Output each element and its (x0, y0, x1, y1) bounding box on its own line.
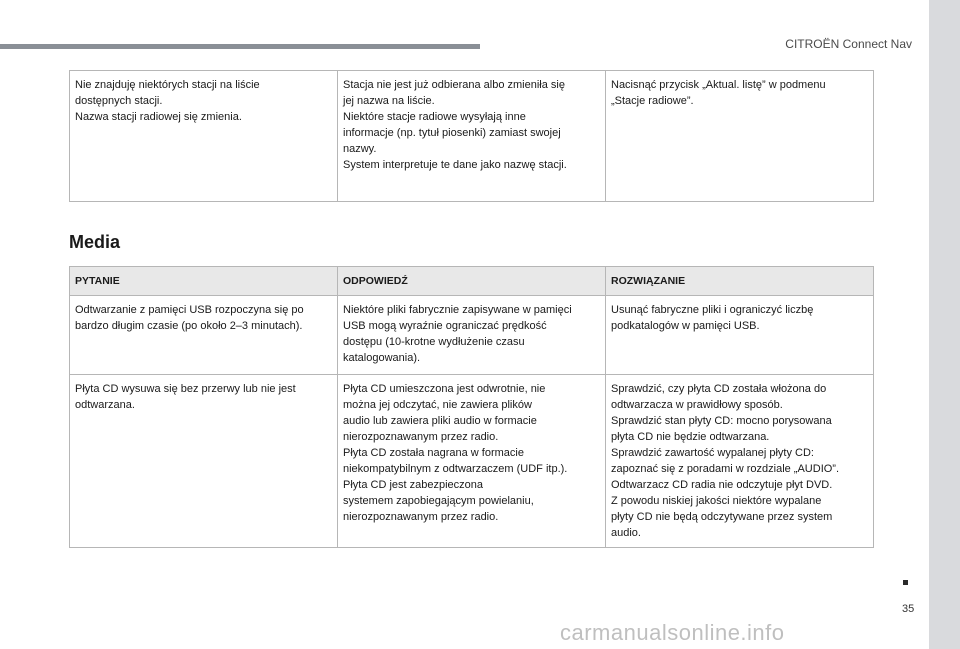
column-header-answer: ODPOWIEDŹ (338, 267, 606, 296)
watermark: carmanualsonline.info (560, 620, 785, 645)
header-rule (0, 44, 480, 49)
solution-cell: Usunąć fabryczne pliki i ograniczyć liczbę podkatalogów w pamięci USB. (606, 296, 874, 375)
table-row (70, 375, 874, 548)
table-row (70, 71, 874, 202)
question-cell: Nie znajduję niektórych stacji na liście dostępnych stacji. Nazwa stacji radiowej się zmienia. (70, 71, 338, 202)
answer-cell: Płyta CD umieszczona jest odwrotnie, nie można jej odczytać, nie zawiera plików audio lub zawiera pliki audio w formacie nierozpoznawanym przez radio. Płyta CD została nagrana w formacie niekompatybilnym z odtwarzaczem (UDF itp.). Płyta CD jest zabezpieczona systemem zapobiegającym powielaniu, nierozpoznawanym przez radio. (338, 375, 606, 548)
section-title: Media (69, 232, 121, 252)
table-row (70, 296, 874, 375)
page-edge-strip (929, 0, 960, 649)
table-header-row (70, 267, 874, 296)
running-header: CITROËN Connect Nav (785, 37, 912, 51)
answer-cell: Niektóre pliki fabrycznie zapisywane w pamięci USB mogą wyraźnie ograniczać prędkość dostępu (10-krotne wydłużenie czasu katalogowania). (338, 296, 606, 375)
question-cell: Płyta CD wysuwa się bez przerwy lub nie jest odtwarzana. (70, 375, 338, 548)
answer-cell: Stacja nie jest już odbierana albo zmieniła się jej nazwa na liście. Niektóre stacje radiowe wysyłają inne informacje (np. tytuł piosenki) zamiast swojej nazwy. System interpretuje te dane jako nazwę stacji. (338, 71, 606, 202)
radio-faq-table (69, 70, 874, 202)
column-header-question: PYTANIE (70, 267, 338, 296)
page-marker (903, 580, 908, 585)
column-header-solution: ROZWIĄZANIE (606, 267, 874, 296)
question-cell: Odtwarzanie z pamięci USB rozpoczyna się po bardzo długim czasie (po około 2–3 minutach). (70, 296, 338, 375)
media-faq-table (69, 266, 874, 548)
page-number: 35 (902, 603, 915, 615)
solution-cell: Nacisnąć przycisk „Aktual. listę” w podmenu „Stacje radiowe”. (606, 71, 874, 202)
solution-cell: Sprawdzić, czy płyta CD została włożona do odtwarzacza w prawidłowy sposób. Sprawdzić stan płyty CD: mocno porysowana płyta CD nie będzie odtwarzana. Sprawdzić zawartość wypalanej płyty CD: zapoznać się z poradami w rozdziale „AUDIO”. Odtwarzacz CD radia nie odczytuje płyt DVD. Z powodu niskiej jakości niektóre wypalane płyty CD nie będą odczytywane przez system audio. (606, 375, 874, 548)
